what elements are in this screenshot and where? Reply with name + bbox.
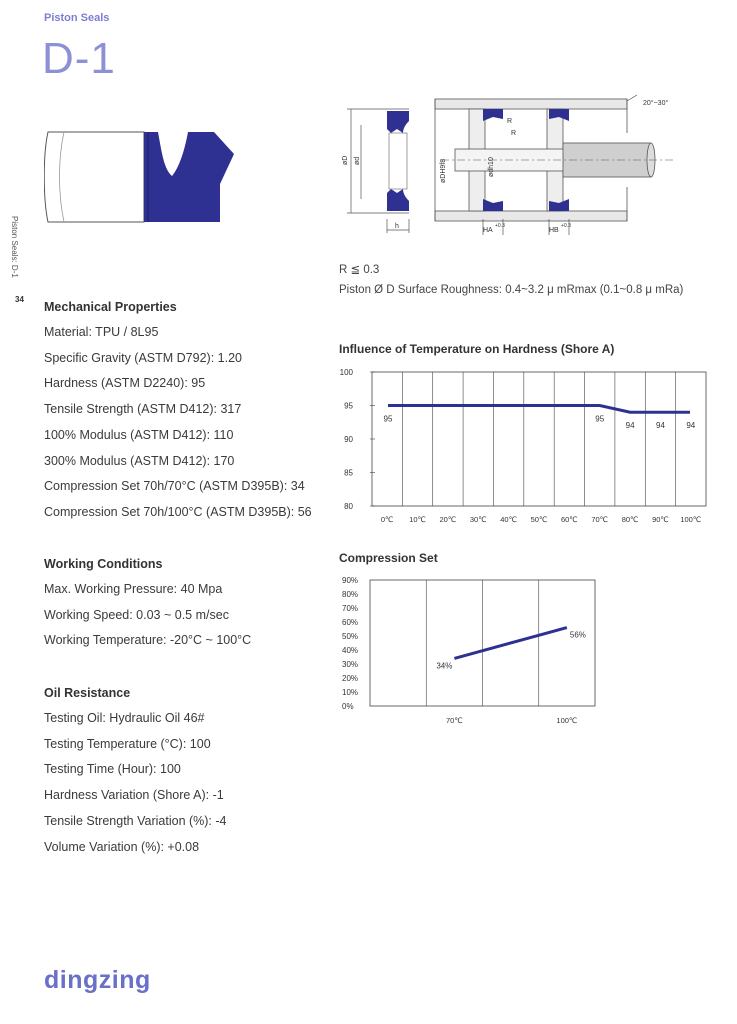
mechanical-line: 300% Modulus (ASTM D412): 170	[44, 453, 235, 468]
radius-label-2: R	[511, 130, 517, 137]
id-label: ød	[354, 156, 361, 165]
hardness-series-line	[388, 406, 690, 413]
side-tab-label: Piston Seals: D-1	[10, 216, 19, 278]
radius-spec: R ≦ 0.3	[339, 264, 380, 276]
x-tick-label: 30℃	[469, 515, 487, 524]
data-label: 95	[595, 414, 605, 424]
groove-a-label: HA	[483, 227, 493, 234]
groove-a-tol: +0.3	[495, 223, 505, 229]
x-tick-label: 20℃	[439, 515, 457, 524]
working-line: Working Temperature: -20°C ~ 100°C	[44, 633, 252, 648]
y-tick-label: 60%	[342, 618, 359, 627]
seal-cross-section	[342, 109, 409, 233]
height-label: h	[395, 223, 399, 230]
y-tick-label: 10%	[342, 688, 359, 697]
y-tick-label: 70%	[342, 604, 359, 613]
data-label: 94	[625, 421, 635, 431]
x-tick-label: 100℃	[680, 515, 702, 524]
x-tick-label: 90℃	[652, 515, 669, 524]
x-tick-label: 80℃	[621, 515, 639, 524]
hardness-chart-title: Influence of Temperature on Hardness (Shore A)	[339, 342, 615, 356]
seal-illustration	[44, 124, 240, 228]
working-list	[44, 577, 251, 654]
oil-line: Testing Temperature (°C): 100	[44, 736, 211, 751]
oil-line: Hardness Variation (Shore A): -1	[44, 788, 224, 803]
compression-series-line	[454, 628, 567, 659]
mechanical-line: Hardness (ASTM D2240): 95	[44, 376, 206, 391]
oil-list	[44, 706, 227, 860]
y-tick-label: 80	[344, 502, 353, 511]
y-tick-label: 90	[344, 435, 353, 444]
working-line: Max. Working Pressure: 40 Mpa	[44, 582, 223, 596]
working-heading: Working Conditions	[44, 557, 163, 571]
y-tick-label: 95	[344, 401, 353, 411]
y-tick-label: 20%	[342, 674, 359, 683]
y-tick-label: 50%	[342, 632, 359, 641]
working-line: Working Speed: 0.03 ~ 0.5 m/sec	[44, 607, 229, 622]
hardness-chart	[335, 362, 715, 532]
brand-logo: dingzing	[44, 966, 151, 994]
rod-label: ødh10	[488, 157, 495, 177]
mechanical-line: Compression Set 70h/70°C (ASTM D395B): 34	[44, 479, 305, 494]
groove-b-tol: +0.3	[561, 223, 571, 229]
mechanical-list	[44, 320, 312, 526]
y-tick-label: 100	[339, 368, 353, 377]
category-label: Piston Seals	[44, 12, 110, 24]
radius-label-1: R	[507, 118, 513, 125]
angle-label: 20°~30°	[643, 100, 669, 107]
od-label: øD	[342, 155, 349, 165]
oil-line: Volume Variation (%): +0.08	[44, 839, 200, 854]
data-label: 34%	[436, 661, 453, 671]
x-tick-label: 60℃	[560, 515, 578, 524]
x-tick-label: 70℃	[591, 515, 609, 524]
x-tick-label: 10℃	[409, 515, 426, 524]
compression-chart-title: Compression Set	[339, 551, 438, 565]
y-tick-label: 30%	[342, 660, 359, 669]
compression-chart	[335, 572, 605, 734]
oil-line: Testing Oil: Hydraulic Oil 46#	[44, 711, 205, 725]
y-tick-label: 40%	[342, 646, 359, 655]
installation-diagram	[337, 93, 693, 239]
mechanical-heading: Mechanical Properties	[44, 300, 177, 314]
data-label: 94	[686, 421, 696, 431]
mechanical-line: 100% Modulus (ASTM D412): 110	[44, 427, 234, 442]
mechanical-line: Specific Gravity (ASTM D792): 1.20	[44, 350, 242, 365]
x-tick-label: 0℃	[380, 515, 394, 524]
page-number: 34	[15, 295, 24, 304]
cylinder-assembly	[435, 95, 675, 235]
page-title: D-1	[42, 34, 116, 83]
y-tick-label: 0%	[342, 702, 354, 711]
oil-line: Testing Time (Hour): 100	[44, 762, 181, 777]
data-label: 56%	[569, 630, 586, 640]
oil-heading: Oil Resistance	[44, 686, 131, 700]
x-tick-label: 70℃	[445, 716, 463, 725]
groove-b-label: HB	[549, 227, 559, 234]
x-tick-label: 50℃	[530, 515, 548, 524]
data-label: 94	[656, 421, 665, 431]
y-tick-label: 90%	[342, 576, 359, 585]
bore-label: øDH9f8	[440, 158, 447, 183]
y-tick-label: 80%	[342, 590, 359, 599]
roughness-spec: Piston Ø D Surface Roughness: 0.4~3.2 μ mRmax (0.1~0.8 μ mRa)	[339, 284, 684, 296]
mechanical-line: Compression Set 70h/100°C (ASTM D395B): 56	[44, 504, 312, 519]
mechanical-line: Tensile Strength (ASTM D412): 317	[44, 402, 242, 417]
x-tick-label: 100℃	[556, 716, 578, 725]
y-tick-label: 85	[344, 468, 353, 478]
oil-line: Tensile Strength Variation (%): -4	[44, 813, 227, 828]
mechanical-line: Material: TPU / 8L95	[44, 325, 159, 339]
x-tick-label: 40℃	[500, 515, 518, 524]
data-label: 95	[383, 414, 393, 424]
plot-frame	[372, 372, 706, 506]
